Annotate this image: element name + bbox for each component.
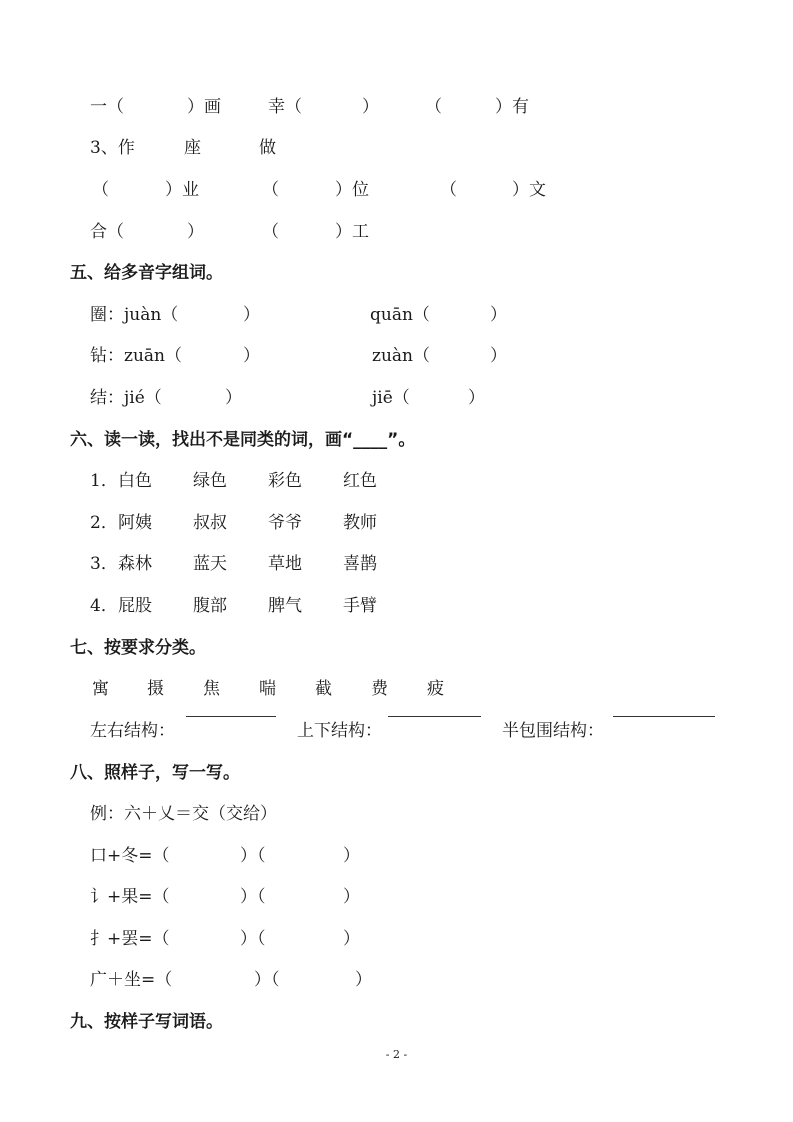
formula-text: ）	[343, 887, 360, 907]
polyphone-text: ）	[243, 305, 260, 325]
section-title-text: 九、按样子写词语。	[70, 1012, 223, 1032]
polyphone-text: 圈：juàn（	[90, 305, 179, 325]
char: 截	[315, 679, 332, 699]
word: 森林	[118, 554, 152, 574]
polyphone-text: ）	[243, 346, 260, 366]
fill-text: ）有	[495, 97, 529, 117]
word: 彩色	[268, 471, 302, 491]
fill-text: ）	[187, 222, 204, 242]
fill-text: （	[262, 180, 279, 200]
page-number: - 2 -	[385, 1048, 408, 1061]
fill-text: 合（	[90, 222, 124, 242]
polyphone-text: quān（	[370, 305, 430, 325]
example-text: 例：六＋乂＝交（交给）	[90, 804, 277, 824]
char: 摄	[147, 679, 164, 699]
polyphone-text: zuàn（	[372, 346, 430, 366]
polyphone-text: ）	[490, 305, 507, 325]
fill-text: （	[425, 97, 442, 117]
polyphone-text: jiē（	[372, 388, 410, 408]
char: 喘	[259, 679, 276, 699]
fill-text: ）	[362, 97, 379, 117]
structure-label: 左右结构：	[90, 721, 175, 741]
word: 教师	[343, 513, 377, 533]
fill-text: （	[262, 222, 279, 242]
word: 草地	[268, 554, 302, 574]
section-title-text: 五、给多音字组词。	[70, 263, 223, 283]
formula-text: ）（	[240, 929, 266, 949]
section-title-text: 八、照样子，写一写。	[70, 763, 240, 783]
fill-text: ）工	[335, 222, 369, 242]
word: 绿色	[193, 471, 227, 491]
answer-blank[interactable]	[388, 716, 481, 717]
word: 白色	[118, 471, 152, 491]
char: 寓	[92, 679, 109, 699]
fill-text: （	[440, 180, 457, 200]
word: 屁股	[118, 596, 152, 616]
word: 脾气	[268, 596, 302, 616]
structure-label: 半包围结构：	[502, 721, 604, 741]
polyphone-text: ）	[490, 346, 507, 366]
char: 焦	[203, 679, 220, 699]
fill-text: ）业	[165, 180, 199, 200]
section-title-text: 七、按要求分类。	[70, 638, 206, 658]
fill-text: （	[92, 180, 109, 200]
polyphone-text: ）	[468, 388, 485, 408]
char: 疲	[427, 679, 444, 699]
word: 喜鹊	[343, 554, 377, 574]
word: 叔叔	[193, 513, 227, 533]
formula-text: 口+冬=（	[90, 846, 170, 866]
formula-text: ）（	[240, 887, 266, 907]
word: 蓝天	[193, 554, 227, 574]
row-number: 1．	[90, 471, 118, 491]
formula-text: ）（	[240, 846, 266, 866]
word: 腹部	[193, 596, 227, 616]
formula-text: 广＋坐=（	[90, 970, 173, 990]
fill-text: ）画	[187, 97, 221, 117]
word: 红色	[343, 471, 377, 491]
fill-text: 幸（	[268, 97, 302, 117]
char: 费	[371, 679, 388, 699]
fill-text: 3、作	[90, 138, 135, 158]
formula-text: ）	[343, 846, 360, 866]
word: 爷爷	[268, 513, 302, 533]
fill-text: ）位	[335, 180, 369, 200]
polyphone-text: ）	[225, 388, 242, 408]
fill-text: 做	[259, 138, 276, 158]
fill-text: ）文	[512, 180, 546, 200]
formula-text: ）	[343, 929, 360, 949]
formula-text: ）	[355, 970, 372, 990]
structure-label: 上下结构：	[297, 721, 382, 741]
formula-text: ）（	[254, 970, 280, 990]
row-number: 3．	[90, 554, 118, 574]
word: 手臂	[343, 596, 377, 616]
fill-text: 座	[184, 138, 201, 158]
fill-text: 一（	[90, 97, 124, 117]
row-number: 4．	[90, 596, 118, 616]
formula-text: 讠+果=（	[90, 887, 170, 907]
polyphone-text: 钻：zuān（	[90, 346, 182, 366]
answer-blank[interactable]	[186, 716, 276, 717]
formula-text: 扌+罢=（	[90, 929, 170, 949]
polyphone-text: 结：jié（	[90, 388, 162, 408]
answer-blank[interactable]	[613, 716, 715, 717]
row-number: 2．	[90, 513, 118, 533]
section-title-text: 六、读一读，找出不是同类的词，画“____”。	[70, 430, 416, 450]
word: 阿姨	[118, 513, 152, 533]
